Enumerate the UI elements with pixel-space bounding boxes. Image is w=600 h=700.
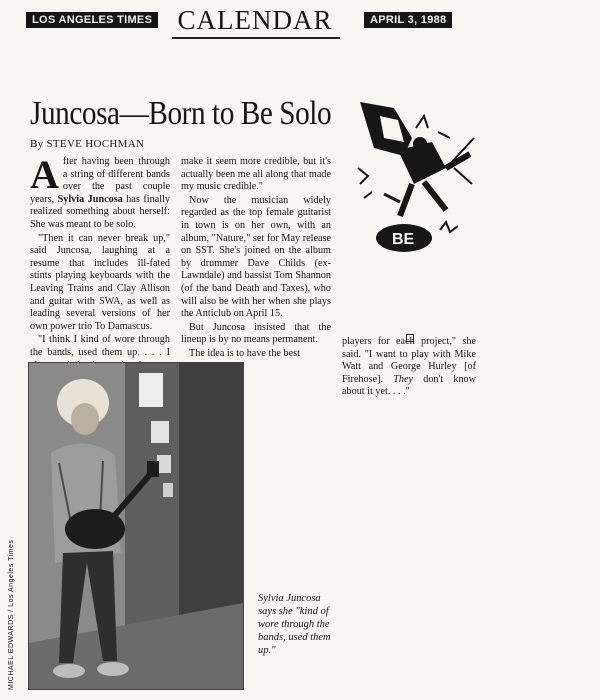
paragraph: Now the musician widely regarded as the top female guitarist in town is on her own, with an album, "Nature," set for May release on SST. She's joined on the album by drummer Dave Childs (ex-Lawndale) and bassist Tom Shannon (of the band Death and Taxes), who will also be with her when she plays the Anticlub on April 15. <box>181 194 331 320</box>
text: players for each project," she said. "I want to play with Mike Watt and George Hurley [of Firehose]. <box>342 336 476 385</box>
paragraph <box>30 152 170 232</box>
photo-credit: MICHAEL EDWARDS / Los Angeles Times <box>8 539 15 690</box>
paragraph: But Juncosa insisted that the lineup is by no means permanent. <box>181 321 331 346</box>
article-column-3 <box>342 336 476 400</box>
section-rule <box>172 37 340 39</box>
headline: Juncosa—Born to Be Solo <box>30 95 332 132</box>
text: They <box>393 373 414 385</box>
photo-illustration <box>29 363 243 689</box>
guitarist-illustration <box>354 98 480 258</box>
article-column-2 <box>181 156 331 362</box>
photo-sylvia-juncosa <box>28 362 244 690</box>
paragraph <box>342 336 476 399</box>
masthead <box>0 0 600 42</box>
photo-caption: Sylvia Juncosa says she "kind of wore through the bands, used them up." <box>258 593 331 656</box>
end-mark <box>406 334 414 342</box>
text: has finally realized something about herself: She was meant to be solo. <box>30 193 170 230</box>
publication-date: APRIL 3, 1988 <box>364 12 452 28</box>
text: don't know about it yet. . . ." <box>342 373 476 398</box>
byline: By STEVE HOCHMAN <box>30 138 145 150</box>
paragraph: "Then it can never break up," said Juncosa, laughing at a resume that includes ill-fated stints playing keyboards with the Leaving Trains and Clay Allison and guitar with SWA, as well as leading several versions of her own power trio To Damascus. <box>30 232 170 332</box>
paragraph: The idea is to have the best <box>189 347 300 359</box>
section-title: CALENDAR <box>177 5 333 35</box>
subject-name: Sylvia Juncosa <box>57 193 123 205</box>
article-column-1 <box>30 152 170 373</box>
text: fter having been through a string of different bands over the past couple years, <box>30 156 170 205</box>
paragraph: "I think I kind of wore through the bands, used them up. . . . I <box>30 334 170 358</box>
newspaper-name: LOS ANGELES TIMES <box>26 12 158 28</box>
drop-cap: A <box>30 152 59 197</box>
paragraph: make it seem more credible, but it's actually been me all along that made my music credible." <box>181 156 331 193</box>
illustration-label: BE <box>392 231 415 248</box>
